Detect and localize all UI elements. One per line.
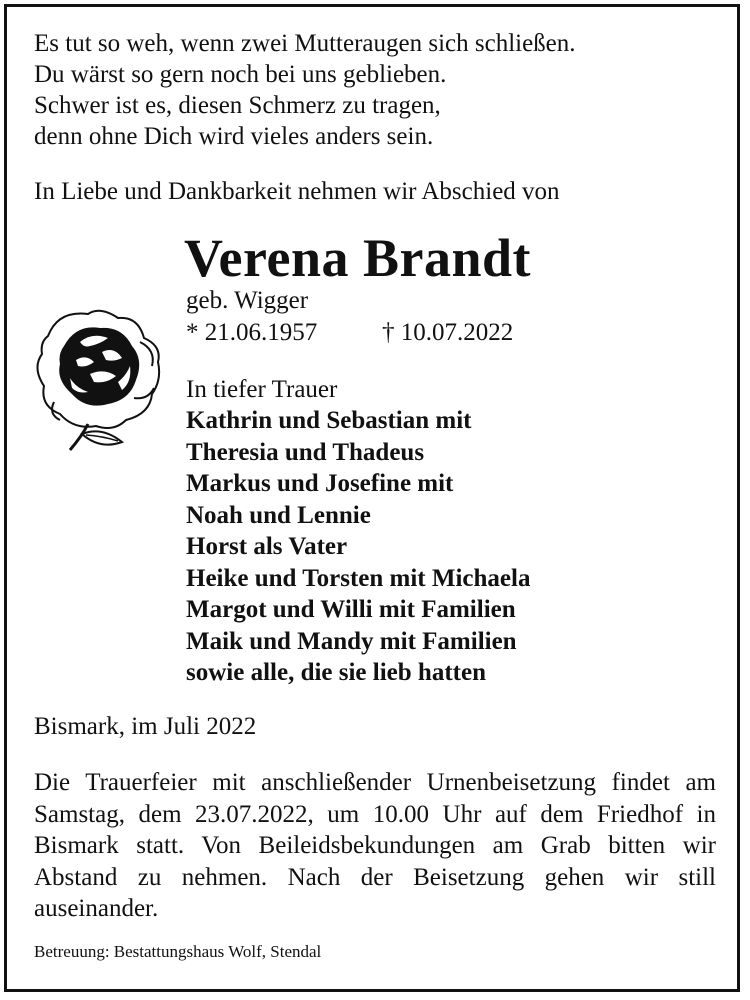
maiden-name: geb. Wigger <box>186 287 309 314</box>
mourner-line: Horst als Vater <box>186 533 348 560</box>
mourner-line: sowie alle, die sie lieb hatten <box>186 659 486 686</box>
mourners-list <box>186 405 530 689</box>
mourner-line: Markus und Josefine mit <box>186 470 454 497</box>
poem <box>34 28 576 152</box>
mourner-line: Kathrin und Sebastian mit <box>186 407 472 434</box>
mourning-title: In tiefer Trauer <box>186 376 338 403</box>
deceased-name: Verena Brandt <box>184 228 532 288</box>
rose-icon <box>30 302 168 452</box>
service-announcement: Die Trauerfeier mit anschließender Urnenbeisetzung findet am Samstag, dem 23.07.2022, um 10.00 Uhr auf dem Friedhof in Bismark statt. Von Beileidsbekundungen am Grab bitten wir Abstand zu nehmen. Nach der Beisetzung gehen wir still auseinander. <box>34 769 716 922</box>
mourner-line: Noah und Lennie <box>186 501 371 529</box>
place-date: Bismark, im Juli 2022 <box>34 713 257 740</box>
poem-line: Du wärst so gern noch bei uns geblieben. <box>34 61 447 88</box>
mourner-line: Heike und Torsten mit Michaela <box>186 564 531 592</box>
funeral-home-credit: Betreuung: Bestattungshaus Wolf, Stendal <box>34 942 322 961</box>
poem-line: Schwer ist es, diesen Schmerz zu tragen, <box>34 92 441 119</box>
birth-date: * 21.06.1957 <box>186 319 318 346</box>
mourner-line: Margot und Willi mit Familien <box>186 596 516 623</box>
farewell-intro: In Liebe und Dankbarkeit nehmen wir Abschied von <box>34 178 560 205</box>
death-date: † 10.07.2022 <box>382 319 514 346</box>
mourner-line: Theresia und Thadeus <box>186 438 425 466</box>
mourner-line: Maik und Mandy mit Familien <box>186 627 517 655</box>
poem-line: Es tut so weh, wenn zwei Mutteraugen sich schließen. <box>34 30 576 57</box>
poem-line: denn ohne Dich wird vieles anders sein. <box>34 123 434 150</box>
life-dates <box>186 318 514 348</box>
